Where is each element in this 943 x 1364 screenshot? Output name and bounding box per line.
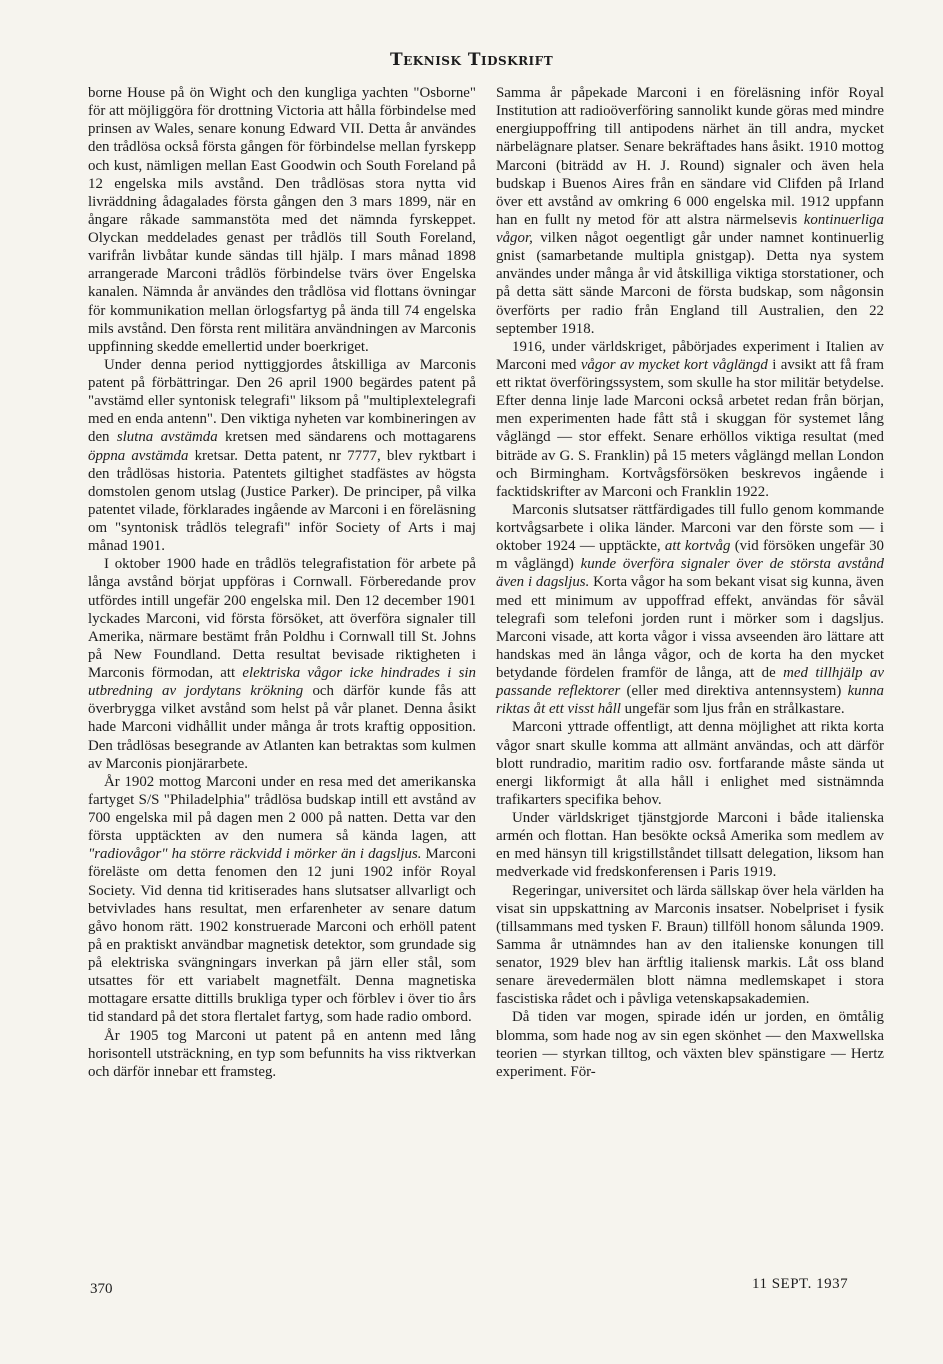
page-number: 370 (90, 1281, 113, 1297)
paragraph: Då tiden var mogen, spirade idén ur jorden, en ömtålig blomma, som hade nog av sin egen skönhet — den Maxwellska teorien — styrkan tilltog, och växten blev spänstigare — Hertz experiment. För- (496, 1009, 884, 1080)
paragraph: 1916, under världskriget, påbörjades experiment i Italien av Marconi med vågor av mycket kort våglängd i avsikt att få fram ett riktat överföringssystem, som skulle ha stor militär betydelse. Efter denna linje lade Marconi också arbetet redan från början, men experimenten hade fått stå i skuggan för systemet lång våglängd — stor effekt. Senare erhöllos viktiga resultat (med biträde av G. S. Franklin) på 15 meters våglängd mellan London och Birmingham. Kortvågsförsöken beskrevos ingående i facktidskrifter av Marconi och Franklin 1922. (496, 338, 884, 500)
journal-title: Teknisk Tidskrift (390, 50, 554, 70)
issue-date: 11 SEPT. 1937 (752, 1276, 849, 1292)
paragraph: Regeringar, universitet och lärda sällskap över hela världen ha visat sin uppskattning av Marconis insatser. Nobelpriset i fysik (tillsammans med tysken F. Braun) tillföll honom sålunda 1909. Samma år utnämndes han av den italienske konungen till senator, 1929 blev han ärftlig italiensk markis. Låt oss bland senare ärevedermälen blott nämna medlemskapet i stora fascistiska rådet och i påvliga vetenskapsakademien. (496, 882, 884, 1008)
left-column (88, 84, 476, 1081)
paragraph: Under denna period nyttiggjordes åtskilliga av Marconis patent på förbättringar. Den 26 april 1900 begärdes patent på "avstämd eller syntonisk telegrafi" liksom på "multiplextelegrafi med en enda antenn". Den viktiga nyheten var kombineringen av den slutna avstämda kretsen med sändarens och mottagarens öppna avstämda kretsar. Detta patent, nr 7777, blev ryktbart i den trådlösas historia. Patentets giltighet stadfästes av högsta domstolen genom utslag (Justice Parker). De principer, på vilka patentet vilade, förklarades ingående av Marconi i en föreläsning om "syntonisk trådlös telegrafi" inför Society of Arts i maj månad 1901. (88, 356, 476, 555)
paragraph: Samma år påpekade Marconi i en föreläsning inför Royal Institution att radioöverföring sannolikt kunde göras med mindre energiuppoffring till antipodens närhet än till andra, mycket närbelägnare platser. Senare bekräftades hans åsikt. 1910 mottog Marconi (biträdd av H. J. Round) signaler och även hela budskap i Buenos Aires från en sändare vid Clifden på Irland över ett avstånd av omkring 6 000 engelska mil. 1912 uppfann han en fullt ny metod för att alstra närmelsevis kontinuerliga vågor, vilken något oegentligt går under namnet kontinuerlig gnist (samarbetande multipla gnistgap). Detta nya system användes under många år vid åtskilliga viktiga storstationer, och på detta sätt sände Marconi de första budskap, som någonsin överförts per radio från England till Australien, den 22 september 1918. (496, 85, 884, 337)
paragraph: Marconis slutsatser rättfärdigades till fullo genom kommande kortvågsarbete i olika länder. Marconi var den förste som — i oktober 1924 — upptäckte, att kortvåg (vid försöken ungefär 30 m våglängd) kunde överföra signaler över de största avstånd även i dagsljus. Korta vågor ha som bekant visat sig kunna, även med ett minimum av uppoffrad effekt, användas för såväl telegrafi som telefoni jorden runt i mörker som i dagsljus. Marconi visade, att korta vågor i vissa avseenden äro lättare att handskas med än långa vågor, och de korta ha den mycket betydande fördelen framför de långa, att de med tillhjälp av passande reflektorer (eller med direktiva antennsystem) kunna riktas åt ett visst håll ungefär som ljus från en strålkastare. (496, 501, 884, 718)
paragraph: borne House på ön Wight och den kungliga yachten "Osborne" för att möjliggöra för drottning Victoria att hålla förbindelse med prinsen av Wales, senare konung Edward VII. Detta år användes den trådlösa också första gången för förbindelse mellan fyrskepp och kust, nämligen mellan East Goodwin och South Foreland på 12 engelska mils avstånd. Den trådlösas stora nytta vid livräddning ådagalades första gången den 3 mars 1899, när en ångare råkade sammanstöta med det nämnda fyrskeppet. Olyckan meddelades genast per trådlös till South Foreland, varifrån livbåtar kunde sändas till hjälp. I mars månad 1898 arrangerade Marconi trådlös förbindelse tvärs över Engelska kanalen. Nämnda år användes den trådlösa vid flottans övningar för kommunikation mellan örlogsfartyg på ända till 74 engelska mils avstånd. Den första rent militära användningen av Marconis uppfinning skedde emellertid under boerkriget. (88, 85, 476, 355)
paragraph: Marconi yttrade offentligt, att denna möjlighet att rikta korta vågor snart skulle komma att allmänt användas, och att därför blott rundradio, maritim radio osv. fortfarande måste sända ut energi likformigt åt alla håll i enlighet med sistnämnda trafikarters specifika behov. (496, 719, 884, 808)
right-column (496, 84, 884, 1081)
paragraph: I oktober 1900 hade en trådlös telegrafistation för arbete på långa avstånd börjat uppföras i Cornwall. Förberedande prov utfördes intill ungefär 200 engelska mil. Den 12 december 1901 lyckades Marconi, vid första försöket, att överföra signaler till Amerika, närmare bestämt från Poldhu i Cornwall till St. Johns på New Foundland. Detta resultat bevisade riktigheten i Marconis förmodan, att elektriska vågor icke hindrades i sin utbredning av jordytans krökning och därför kunde fås att överbrygga vilket avstånd som helst på vår planet. Denna åsikt hade Marconi vidhållit under många år trots kraftig opposition. Den trådlösas besegrande av Atlanten kan betraktas som kulmen av Marconis pionjärarbete. (88, 556, 476, 772)
paragraph: År 1902 mottog Marconi under en resa med det amerikanska fartyget S/S "Philadelphia" trådlösa budskap intill ett avstånd av 700 engelska mil på dagen men 2 000 på natten. Detta var den första upptäckten av den numera så kända lagen, att "radiovågor" ha större räckvidd i mörker än i dagsljus. Marconi föreläste om detta fenomen den 12 juni 1902 inför Royal Society. Vid denna tid kritiserades hans slutsatser allvarligt och betvivlades hans resultat, men erfarenheter av senare datum gåvo honom rätt. 1902 konstruerade Marconi och erhöll patent på en praktiskt användbar magnetisk detektor, som grundade sig på elektriska svängningars inverkan på järn eller stål, som utsattes för ett variabelt magnetfält. Denna magnetiska mottagare ersatte dittills brukliga typer och förblev i över tio års tid standard på det stora flertalet fartyg, som hade radio ombord. (88, 773, 476, 1026)
paragraph: År 1905 tog Marconi ut patent på en antenn med lång horisontell utsträckning, en typ som befunnits ha viss riktverkan och därför innebar ett framsteg. (88, 1027, 476, 1080)
paragraph: Under världskriget tjänstgjorde Marconi i både italienska armén och flottan. Han besökte också Amerika som medlem av en med hänsyn till krigstillståndet tillsatt delegation, liksom han medverkade vid fredskonferensen i Paris 1919. (496, 810, 884, 881)
